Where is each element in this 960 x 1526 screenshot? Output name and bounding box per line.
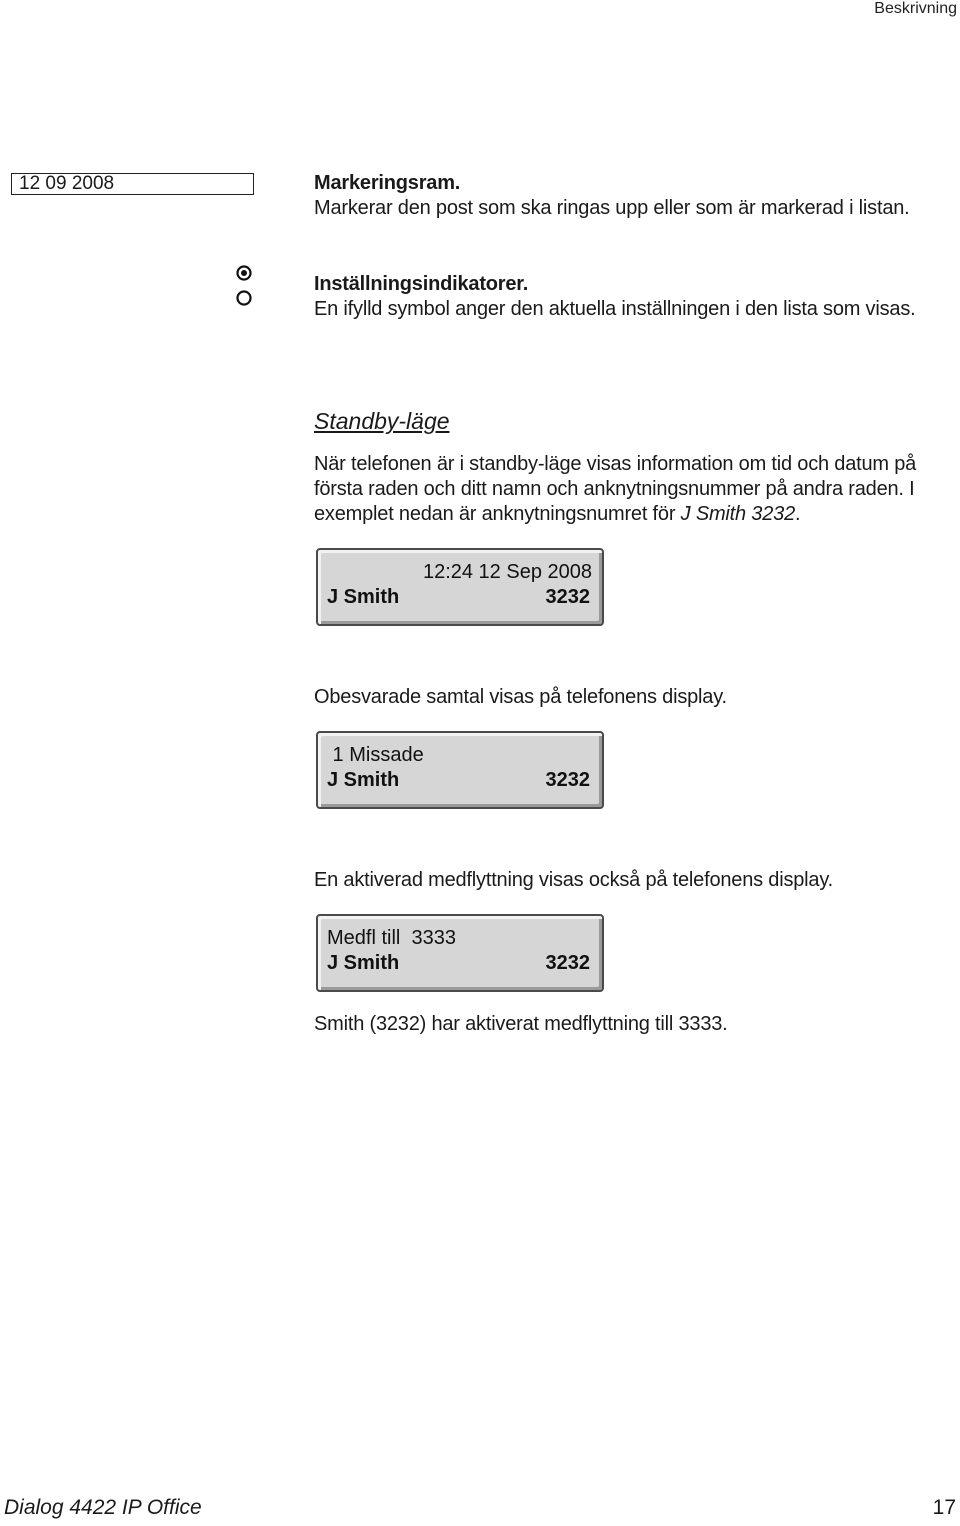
page-number: 17	[932, 1496, 956, 1519]
follow-me-result-text: Smith (3232) har aktiverat medflyttning till 3333.	[314, 1013, 728, 1035]
display-name: J Smith	[327, 769, 400, 791]
standby-intro-text: När telefonen är i standby-läge visas information om tid och datum på första raden och ditt namn och anknytningsnummer på andra raden. I exemplet nedan är anknytningsnumret för	[314, 453, 917, 525]
standby-intro-example: J Smith 3232	[680, 503, 796, 525]
display-missed-count: 1 Missade	[327, 744, 424, 766]
settings-indicators-description: En ifylld symbol anger den aktuella inställningen i den lista som visas.	[314, 298, 916, 320]
display-name: J Smith	[327, 586, 400, 608]
standby-intro	[314, 452, 954, 527]
footer-doc-title: Dialog 4422 IP Office	[4, 1496, 202, 1519]
display-follow-me: Medfl till 3333	[327, 927, 456, 949]
running-header: Beskrivning	[874, 0, 957, 17]
display-extension: 3232	[545, 769, 590, 791]
display-line-2	[327, 768, 590, 793]
settings-indicators-section	[314, 272, 954, 322]
filled-indicator-icon	[235, 264, 253, 282]
display-line-1	[327, 743, 590, 768]
phone-display-missed	[316, 731, 604, 809]
follow-me-text: En aktiverad medflyttning visas också på telefonens display.	[314, 869, 834, 891]
standby-intro-end: .	[795, 503, 801, 525]
display-time-date: 12:24 12 Sep 2008	[422, 561, 592, 583]
display-name: J Smith	[327, 952, 400, 974]
display-line-2	[327, 585, 590, 610]
settings-indicators-title: Inställningsindikatorer.	[314, 273, 529, 295]
display-line-2	[327, 951, 590, 976]
display-line-1	[327, 926, 590, 951]
display-extension: 3232	[545, 586, 590, 608]
marking-frame-title: Markeringsram.	[314, 172, 461, 194]
empty-indicator-icon	[235, 289, 253, 307]
missed-calls-text: Obesvarade samtal visas på telefonens display.	[314, 686, 727, 708]
display-line-1	[327, 560, 590, 585]
standby-heading: Standby-läge	[314, 408, 450, 434]
marking-frame-example: 12 09 2008	[11, 173, 254, 195]
display-extension: 3232	[545, 952, 590, 974]
marking-frame-description: Markerar den post som ska ringas upp eller som är markerad i listan.	[314, 197, 910, 219]
marking-frame-section	[314, 171, 954, 221]
phone-display-follow-me	[316, 914, 604, 992]
phone-display-standby	[316, 548, 604, 626]
